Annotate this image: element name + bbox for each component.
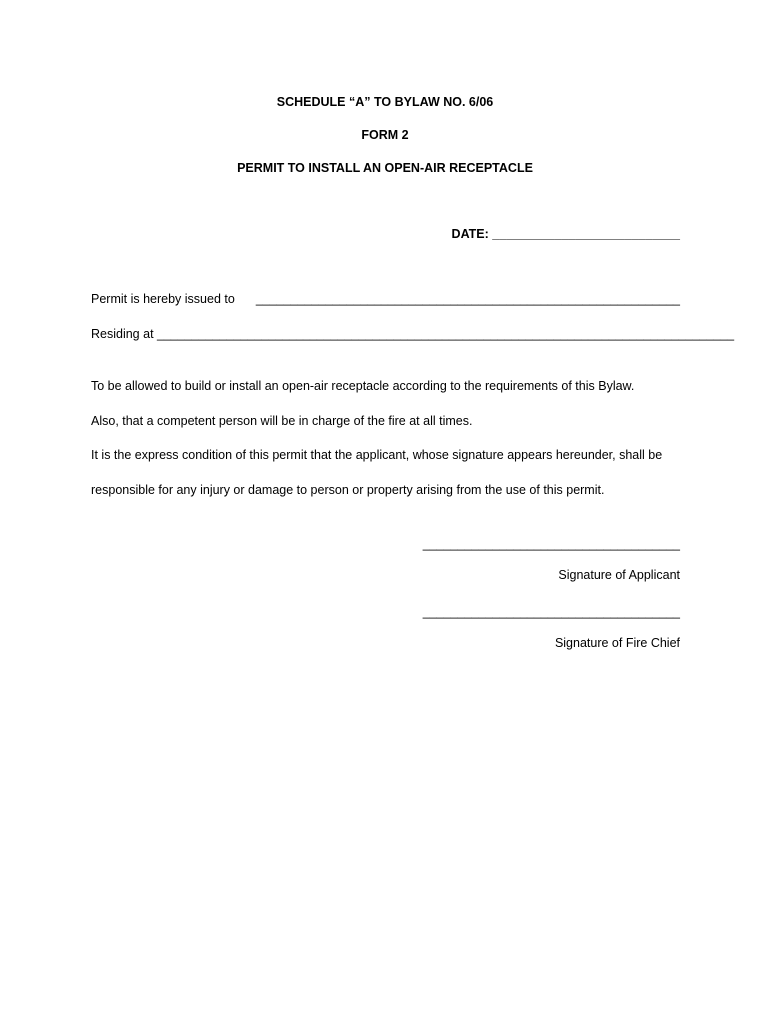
issued-to-label: Permit is hereby issued to [91,292,235,306]
applicant-signature-label: Signature of Applicant [558,568,680,582]
body-line-4: responsible for any injury or damage to person or property arising from the use of this permit. [91,483,605,497]
date-blank[interactable]: ___________________________ [492,227,680,241]
fire-chief-signature-label: Signature of Fire Chief [554,636,680,650]
date-label: DATE: [451,227,489,241]
residing-field[interactable] [91,326,734,342]
date-field[interactable] [452,226,680,242]
schedule-heading: SCHEDULE “A” TO BYLAW NO. 6/06 [276,95,494,109]
form-number: FORM 2 [361,128,409,142]
form-title: PERMIT TO INSTALL AN OPEN-AIR RECEPTACLE [237,161,533,175]
issued-to-blank[interactable]: _____________________________________________________________ [255,292,680,306]
body-line-1: To be allowed to build or install an open-air receptacle according to the requirements of this Bylaw. [91,379,635,393]
residing-label: Residing at [91,327,154,341]
body-line-2: Also, that a competent person will be in charge of the fire at all times. [91,414,473,428]
body-line-3: It is the express condition of this permit that the applicant, whose signature appears hereunder, shall be [91,448,663,462]
applicant-signature-blank[interactable]: _____________________________________ [422,537,680,551]
fire-chief-signature-blank[interactable]: _____________________________________ [422,605,680,619]
residing-blank[interactable]: ___________________________________________________________________________________ [157,327,735,341]
